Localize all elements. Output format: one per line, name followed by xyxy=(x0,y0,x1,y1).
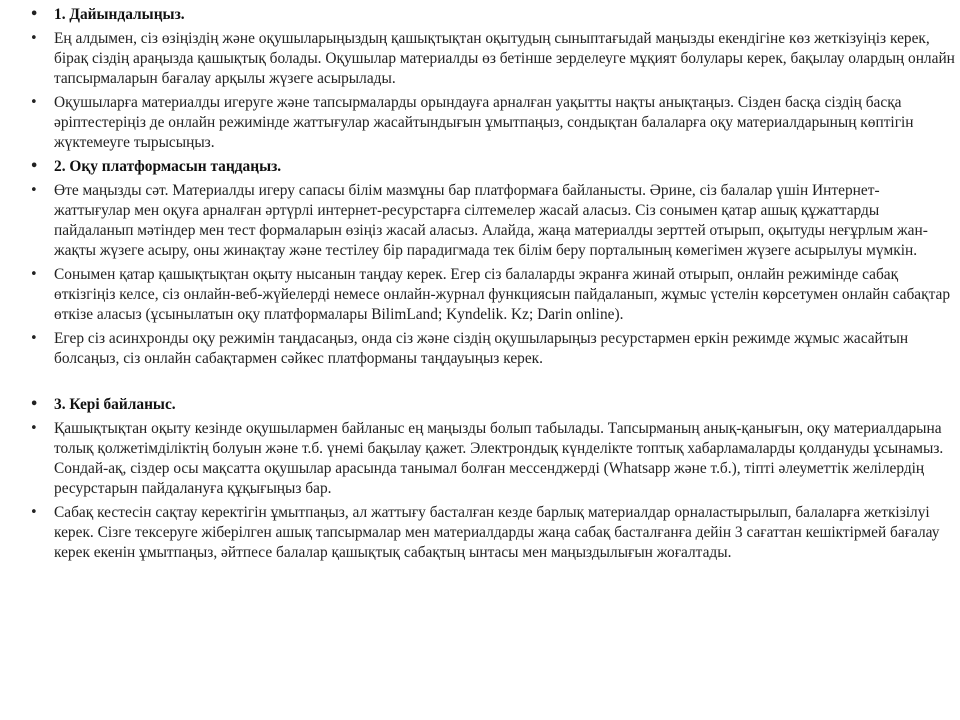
paragraph-prepare-1: • Ең алдымен, сіз өзіңіздің және оқушыларыңыздың қашықтықтан оқытудың сыныптағыдай маңызды екендігіне көз жеткізуіңіз керек, бірақ сіздің араңызда қашықтық болады. Оқушылар материалды өз бетінше зерделеуге мұқият болулары керек, бақылау олардың онлайн тапсырмаларын бағалау арқылы жүзеге асырылады. xyxy=(30,29,955,89)
section-heading-platform: • 2. Оқу платформасын таңдаңыз. xyxy=(30,157,955,177)
paragraph-prepare-2: • Оқушыларға материалды игеруге және тапсырмаларды орындауға арналған уақытты нақты анықтаңыз. Сізден басқа сіздің басқа әріптестеріңіз де онлайн режимінде жаттығулар жасайтындығын ұмытпаңыз, сондықтан балаларға оқу материалдарының көптігін жүктемеуге тырысыңыз. xyxy=(30,93,955,153)
bullet-list xyxy=(30,5,955,567)
paragraph-platform-2: • Сонымен қатар қашықтықтан оқыту нысанын таңдау керек. Егер сіз балаларды экранға жинай отырып, онлайн режимінде сабақ өткізгіңіз келсе, сіз онлайн-веб-жүйелерді немесе онлайн-журнал функциясын пайдаланып, жұмыс үстелін көрсетумен онлайн сабақтар өткізе аласыз (ұсынылатын оқу платформалары BilimLand; Kyndelik. Kz; Darin online). xyxy=(30,265,955,325)
section-heading-feedback: • 3. Кері байланыс. xyxy=(30,395,955,415)
paragraph-feedback-2: • Сабақ кестесін сақтау керектігін ұмытпаңыз, ал жаттығу басталған кезде барлық материалдар орналастырылып, балаларға жеткізілуі керек. Сізге тексеруге жіберілген ашық тапсырмалар мен материалдарды жаңа сабақ басталғанға дейін 3 сағаттан кешіктірмей бағалау керек екенін ұмытпаңыз, әйтпесе балалар қашықтық сабақтың ынтасы мен маңыздылығын жоғалтады. xyxy=(30,503,955,563)
paragraph-feedback-1: • Қашықтықтан оқыту кезінде оқушылармен байланыс ең маңызды болып табылады. Тапсырманың анық-қанығын, оқу материалдарына толық қолжетімділіктің болуын және т.б. үнемі бақылау қажет. Электрондық күнделікте топтық хабарламаларды қолдануды ұсынамыз. Сондай-ақ, сіздер осы мақсатта оқушылар арасында танымал болған мессенджерді (Whatsapp және т.б.), тіпті әлеуметтік желілердің ресурстарын пайдалануға құқығыңыз бар. xyxy=(30,419,955,499)
paragraph-platform-3: • Егер сіз асинхронды оқу режимін таңдасаңыз, онда сіз және сіздің оқушыларыңыз ресурстармен еркін режимде жұмыс жасайтын болсаңыз, сіз онлайн сабақтармен сәйкес платформаны таңдауыңыз керек. xyxy=(30,329,955,369)
section-heading-prepare: • 1. Дайындалыңыз. xyxy=(30,5,955,25)
paragraph-platform-1: • Өте маңызды сәт. Материалды игеру сапасы білім мазмұны бар платформаға байланысты. Әрине, сіз балалар үшін Интернет-жаттығулар мен оқуға арналған әртүрлі интернет-ресурстарға сілтемелер жасай аласыз. Сіз сонымен қатар ашық құжаттарды пайдаланып мәтіндер мен тест формаларын өзіңіз жасай аласыз. Алайда, жаңа материалды зерттей отырып, оқытуды неғұрлым жан-жақты жүзеге асыру, оны жинақтау және тестілеу бір парадигмада тек білім беру порталының көмегімен жүзеге асырылуы мүмкін. xyxy=(30,181,955,261)
